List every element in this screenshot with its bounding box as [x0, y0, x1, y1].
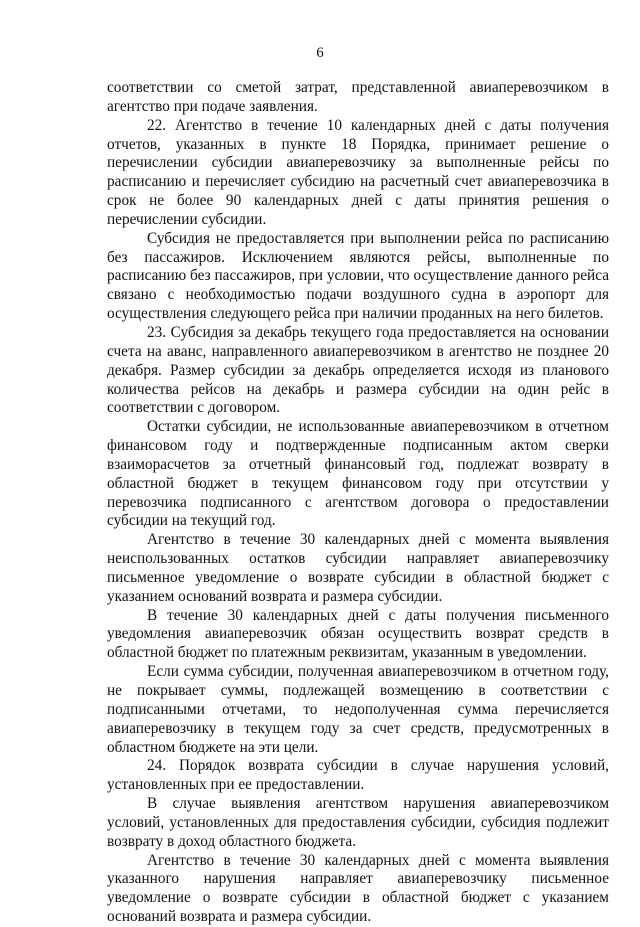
page-number: 6 [316, 45, 324, 61]
paragraph-remaining-subsidy: Остатки субсидии, не использованные авиаперевозчиком в отчетном финансовом году и подтвержденные подписанным актом сверки взаиморасчетов за отчетный финансовый год, подлежат возврату в областной бюджет в текущем финансовом году при отсутствии у перевозчика подписанного с агентством договора о предоставлении субсидии на текущий год. [107, 418, 609, 530]
paragraph-shortfall: Если сумма субсидии, полученная авиаперевозчиком в отчетном году, не покрывает суммы, подлежащей возмещению в соответствии с подписанными отчетами, то недополученная сумма перечисляется авиаперевозчику в текущем году за счет средств, предусмотренных в областном бюджете на эти цели. [107, 663, 609, 756]
paragraph-agency-notice: Агентство в течение 30 календарных дней с момента выявления неиспользованных остатков субсидии направляет авиаперевозчику письменное уведомление о возврате субсидии в областной бюджет с указанием оснований возврата и размера субсидии. [107, 531, 609, 605]
paragraph-continuation: соответствии со сметой затрат, представленной авиаперевозчиком в агентство при подаче заявления. [107, 79, 609, 115]
document-body [107, 79, 609, 927]
paragraph-violation-notice: Агентство в течение 30 календарных дней с момента выявления указанного нарушения направляет авиаперевозчику письменное уведомление о возврате субсидии в областной бюджет с указанием оснований возврата и размера субсидии. [107, 851, 609, 926]
paragraph-23: 23. Субсидия за декабрь текущего года предоставляется на основании счета на аванс, направленного авиаперевозчиком в агентство не позднее 20 декабря. Размер субсидии за декабрь определяется исходя из планового количества рейсов на декабрь и размера субсидии на один рейс в соответствии с договором. [107, 323, 609, 417]
paragraph-return-deadline: В течение 30 календарных дней с даты получения письменного уведомления авиаперевозчик обязан осуществить возврат средств в областной бюджет по платежным реквизитам, указанным в уведомлении. [107, 606, 609, 662]
paragraph-24: 24. Порядок возврата субсидии в случае нарушения условий, установленных при ее предоставлении. [107, 757, 609, 794]
paragraph-no-passengers: Субсидия не предоставляется при выполнении рейса по расписанию без пассажиров. Исключением являются рейсы, выполненные по расписанию без пассажиров, при условии, что осуществление данного рейса связано с необходимостью подачи воздушного судна в аэропорт для осуществления следующего рейса при наличии проданных на него билетов. [107, 229, 609, 323]
paragraph-22: 22. Агентство в течение 10 календарных дней с даты получения отчетов, указанных в пункте 18 Порядка, принимает решение о перечислении субсидии авиаперевозчику за выполненные рейсы по расписанию и перечисляет субсидию на расчетный счет авиаперевозчика в срок не более 90 календарных дней с даты принятия решения о перечислении субсидии. [107, 116, 609, 228]
paragraph-violation: В случае выявления агентством нарушения авиаперевозчиком условий, установленных для предоставления субсидии, субсидия подлежит возврату в доход областного бюджета. [107, 795, 609, 850]
